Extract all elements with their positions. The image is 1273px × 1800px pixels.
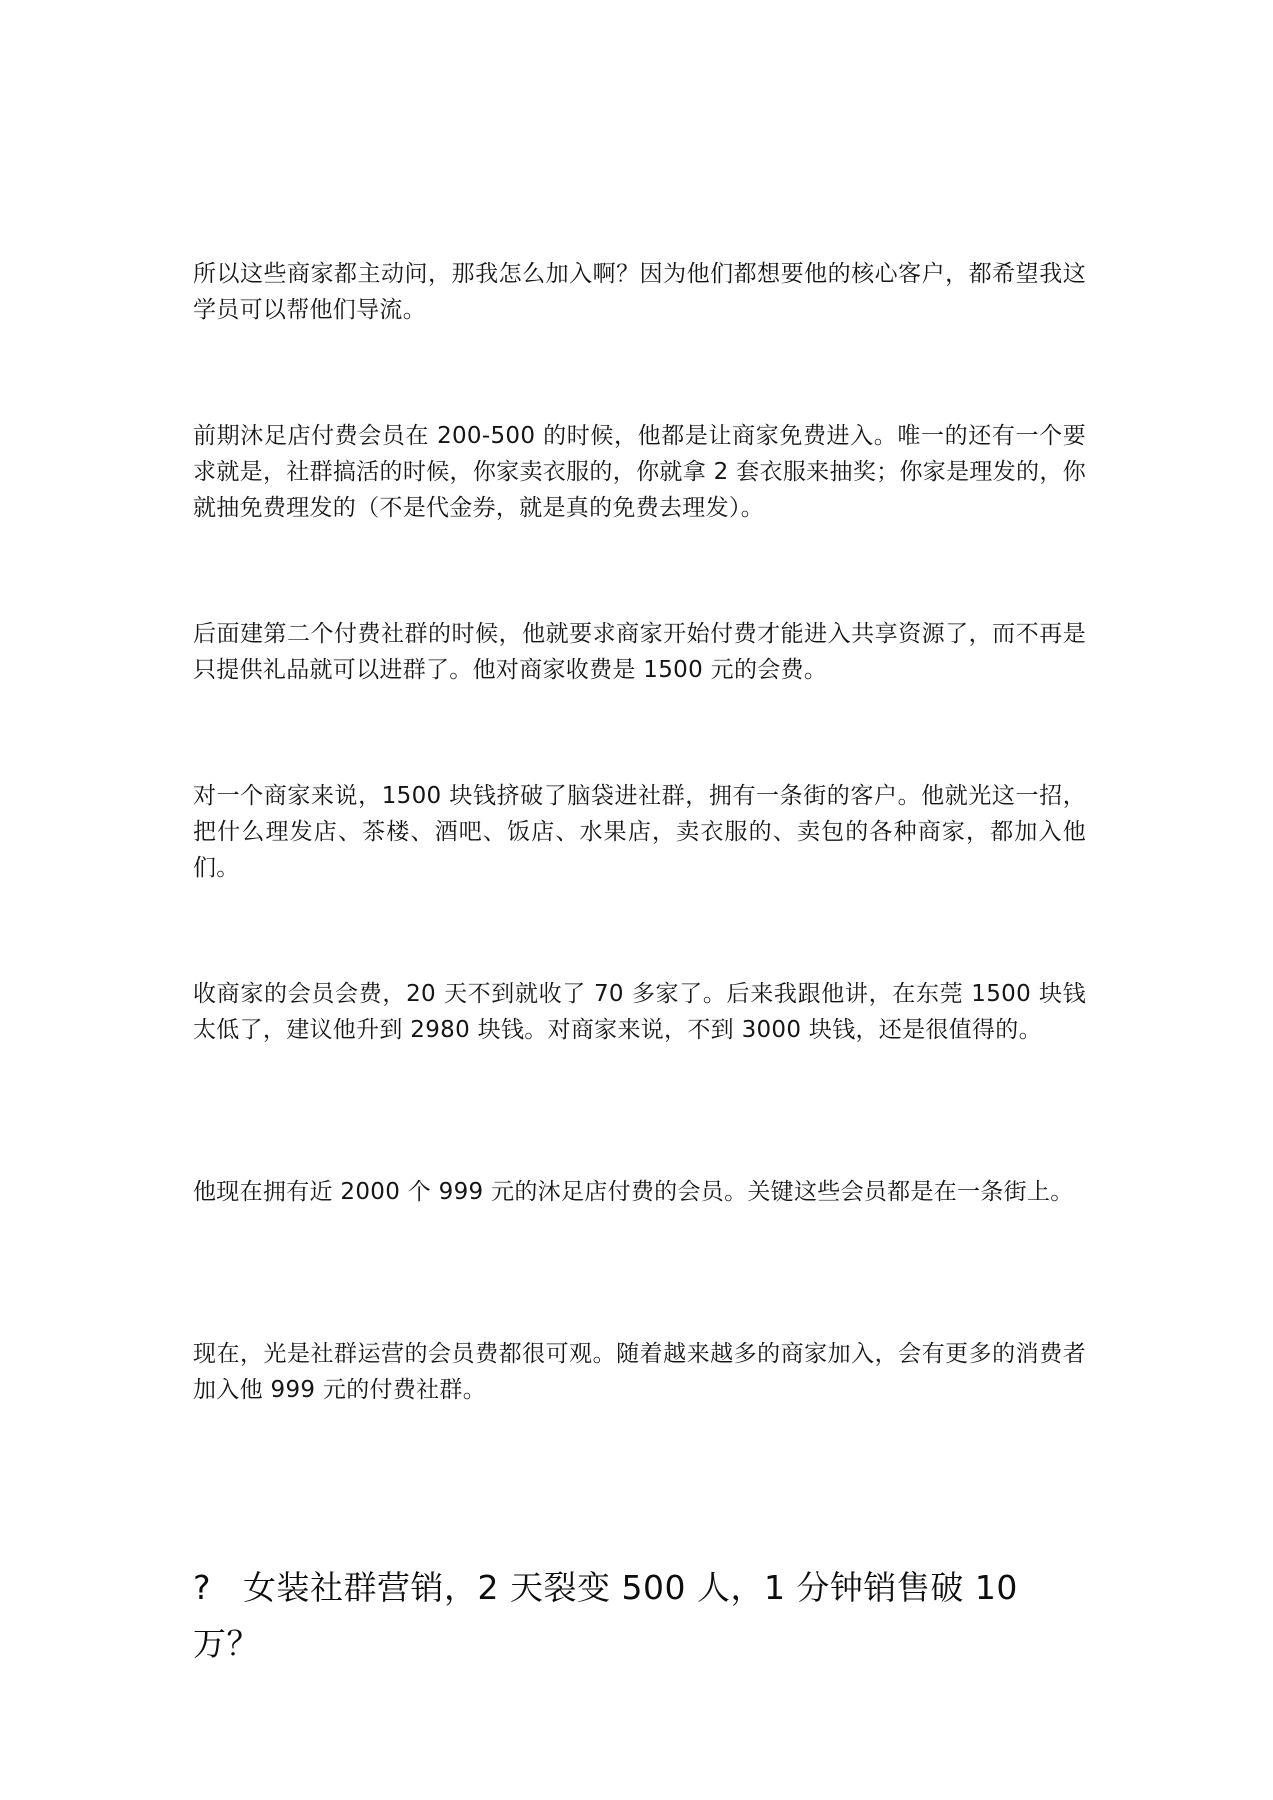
paragraph-2: 前期沐足店付费会员在 200-500 的时候，他都是让商家免费进入。唯一的还有一个要求就是，社群搞活的时候，你家卖衣服的，你就拿 2 套衣服来抽奖；你家是理发的，你就抽免费理发的（不是代金券，就是真的免费去理发）。	[193, 423, 1086, 521]
heading-bullet: ?	[193, 1568, 212, 1607]
paragraph-1: 所以这些商家都主动问，那我怎么加入啊？因为他们都想要他的核心客户，都希望我这学员可以帮他们导流。	[193, 261, 1086, 323]
paragraph-3: 后面建第二个付费社群的时候，他就要求商家开始付费才能进入共享资源了，而不再是只提供礼品就可以进群了。他对商家收费是 1500 元的会费。	[193, 621, 1086, 683]
heading-text: 女装社群营销，2 天裂变 500 人，1 分钟销售破 10 万？	[193, 1568, 1018, 1663]
section-heading	[193, 1560, 1086, 1672]
paragraph-6: 他现在拥有近 2000 个 999 元的沐足店付费的会员。关键这些会员都是在一条街上。	[193, 1179, 1074, 1205]
paragraph-5: 收商家的会员会费，20 天不到就收了 70 多家了。后来我跟他讲，在东莞 1500 块钱太低了，建议他升到 2980 块钱。对商家来说，不到 3000 块钱，还是很值得的。	[193, 981, 1086, 1043]
paragraph-7: 现在，光是社群运营的会员费都很可观。随着越来越多的商家加入，会有更多的消费者加入他 999 元的付费社群。	[193, 1341, 1086, 1403]
paragraph-4: 对一个商家来说，1500 块钱挤破了脑袋进社群，拥有一条街的客户。他就光这一招，把什么理发店、茶楼、酒吧、饭店、水果店，卖衣服的、卖包的各种商家，都加入他们。	[193, 783, 1086, 881]
